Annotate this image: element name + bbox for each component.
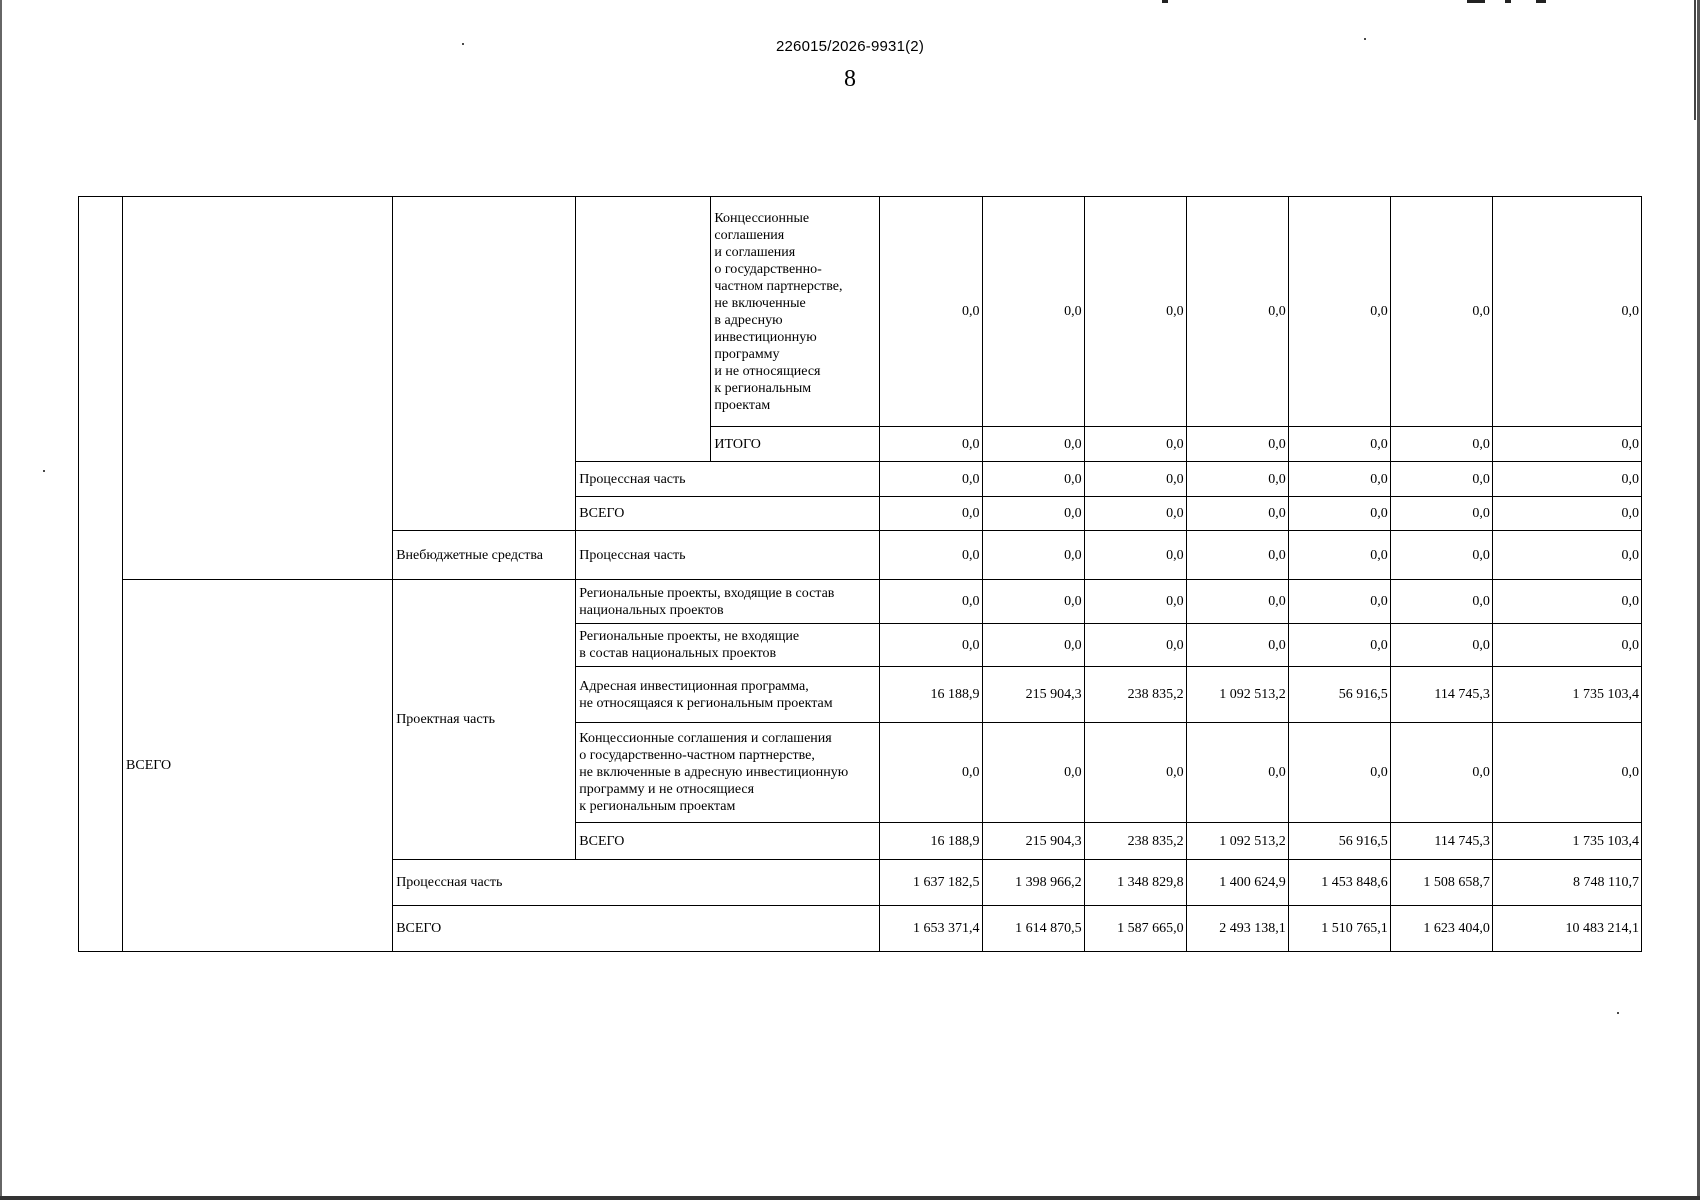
value-cell: 2 493 138,1 bbox=[1186, 906, 1288, 952]
value-cell: 1 400 624,9 bbox=[1186, 860, 1288, 906]
value-cell: 0,0 bbox=[1186, 462, 1288, 497]
row-label-concession-total: Концессионные соглашения и соглашения о государственно-частном партнерстве, не включенные в адресную инвестиционную программу и не относящиеся к региональным проектам bbox=[576, 723, 880, 823]
value-cell: 1 092 513,2 bbox=[1186, 823, 1288, 860]
row-label-total-block: ВСЕГО bbox=[123, 580, 393, 952]
value-cell: 1 453 848,6 bbox=[1288, 860, 1390, 906]
value-cell: 10 483 214,1 bbox=[1492, 906, 1641, 952]
value-cell: 0,0 bbox=[1186, 723, 1288, 823]
row-label-extrabudget-source: Внебюджетные средства bbox=[393, 531, 576, 580]
value-cell: 0,0 bbox=[982, 580, 1084, 624]
value-cell: 0,0 bbox=[1288, 580, 1390, 624]
row-label-grand-total: ВСЕГО bbox=[393, 906, 880, 952]
value-cell: 0,0 bbox=[880, 580, 982, 624]
empty-cell bbox=[393, 197, 576, 531]
value-cell: 215 904,3 bbox=[982, 823, 1084, 860]
row-label-process-part: Процессная часть bbox=[576, 531, 880, 580]
value-cell: 8 748 110,7 bbox=[1492, 860, 1641, 906]
value-cell: 0,0 bbox=[880, 723, 982, 823]
value-cell: 16 188,9 bbox=[880, 823, 982, 860]
row-label-address-program: Адресная инвестиционная программа, не относящаяся к региональным проектам bbox=[576, 667, 880, 723]
value-cell: 0,0 bbox=[1492, 197, 1641, 427]
value-cell: 1 735 103,4 bbox=[1492, 667, 1641, 723]
value-cell: 1 398 966,2 bbox=[982, 860, 1084, 906]
value-cell: 1 735 103,4 bbox=[1492, 823, 1641, 860]
scan-speck bbox=[1617, 1012, 1619, 1014]
value-cell: 0,0 bbox=[880, 497, 982, 531]
value-cell: 0,0 bbox=[1186, 427, 1288, 462]
scan-mark bbox=[1536, 0, 1546, 3]
value-cell: 0,0 bbox=[1288, 624, 1390, 667]
value-cell: 0,0 bbox=[1084, 531, 1186, 580]
value-cell: 0,0 bbox=[880, 427, 982, 462]
page-number: 8 bbox=[844, 66, 856, 92]
value-cell: 0,0 bbox=[1390, 624, 1492, 667]
value-cell: 0,0 bbox=[1084, 427, 1186, 462]
value-cell: 0,0 bbox=[1390, 580, 1492, 624]
value-cell: 0,0 bbox=[1390, 462, 1492, 497]
scan-edge-bottom bbox=[0, 1196, 1700, 1200]
value-cell: 56 916,5 bbox=[1288, 823, 1390, 860]
scan-mark bbox=[1467, 0, 1485, 3]
row-label-project-vsego: ВСЕГО bbox=[576, 823, 880, 860]
value-cell: 0,0 bbox=[1390, 197, 1492, 427]
value-cell: 0,0 bbox=[982, 624, 1084, 667]
value-cell: 0,0 bbox=[982, 197, 1084, 427]
scan-speck bbox=[43, 470, 45, 472]
value-cell: 0,0 bbox=[1492, 462, 1641, 497]
value-cell: 238 835,2 bbox=[1084, 667, 1186, 723]
value-cell: 0,0 bbox=[1390, 531, 1492, 580]
value-cell: 0,0 bbox=[880, 531, 982, 580]
empty-cell bbox=[79, 197, 123, 952]
value-cell: 0,0 bbox=[982, 427, 1084, 462]
document-number: 226015/2026-9931(2) bbox=[775, 38, 925, 55]
scan-mark bbox=[1505, 0, 1511, 3]
value-cell: 0,0 bbox=[1390, 497, 1492, 531]
row-label-process-part: Процессная часть bbox=[576, 462, 880, 497]
value-cell: 56 916,5 bbox=[1288, 667, 1390, 723]
value-cell: 238 835,2 bbox=[1084, 823, 1186, 860]
value-cell: 1 653 371,4 bbox=[880, 906, 982, 952]
table-row bbox=[79, 197, 1642, 427]
value-cell: 1 510 765,1 bbox=[1288, 906, 1390, 952]
value-cell: 0,0 bbox=[1492, 723, 1641, 823]
value-cell: 0,0 bbox=[1492, 580, 1641, 624]
table-row bbox=[79, 580, 1642, 624]
value-cell: 0,0 bbox=[1288, 197, 1390, 427]
value-cell: 0,0 bbox=[1084, 497, 1186, 531]
value-cell: 0,0 bbox=[1492, 531, 1641, 580]
value-cell: 16 188,9 bbox=[880, 667, 982, 723]
value-cell: 0,0 bbox=[880, 624, 982, 667]
row-label-regional-not-national: Региональные проекты, не входящие в состав национальных проектов bbox=[576, 624, 880, 667]
value-cell: 1 348 829,8 bbox=[1084, 860, 1186, 906]
row-label-regional-in-national: Региональные проекты, входящие в состав национальных проектов bbox=[576, 580, 880, 624]
value-cell: 1 623 404,0 bbox=[1390, 906, 1492, 952]
value-cell: 1 587 665,0 bbox=[1084, 906, 1186, 952]
value-cell: 0,0 bbox=[880, 462, 982, 497]
scan-mark bbox=[1162, 0, 1168, 3]
empty-cell bbox=[123, 197, 393, 580]
value-cell: 0,0 bbox=[1084, 462, 1186, 497]
value-cell: 114 745,3 bbox=[1390, 823, 1492, 860]
value-cell: 0,0 bbox=[1186, 197, 1288, 427]
scan-edge-left bbox=[0, 0, 2, 1200]
value-cell: 1 637 182,5 bbox=[880, 860, 982, 906]
value-cell: 0,0 bbox=[982, 497, 1084, 531]
value-cell: 0,0 bbox=[1084, 723, 1186, 823]
value-cell: 0,0 bbox=[1390, 723, 1492, 823]
row-label-project-part: Проектная часть bbox=[393, 580, 576, 860]
value-cell: 0,0 bbox=[982, 531, 1084, 580]
value-cell: 0,0 bbox=[1084, 624, 1186, 667]
row-label-concession: Концессионные соглашения и соглашения о государственно- частном партнерстве, не включенные в адресную инвестиционную программу и не относящиеся к региональным проектам bbox=[711, 197, 880, 427]
value-cell: 1 092 513,2 bbox=[1186, 667, 1288, 723]
value-cell: 0,0 bbox=[1492, 497, 1641, 531]
value-cell: 0,0 bbox=[1288, 723, 1390, 823]
value-cell: 0,0 bbox=[1186, 497, 1288, 531]
value-cell: 0,0 bbox=[1186, 531, 1288, 580]
value-cell: 1 508 658,7 bbox=[1390, 860, 1492, 906]
budget-table bbox=[78, 196, 1642, 952]
value-cell: 1 614 870,5 bbox=[982, 906, 1084, 952]
value-cell: 0,0 bbox=[880, 197, 982, 427]
value-cell: 0,0 bbox=[1084, 197, 1186, 427]
value-cell: 0,0 bbox=[1288, 497, 1390, 531]
value-cell: 114 745,3 bbox=[1390, 667, 1492, 723]
value-cell: 215 904,3 bbox=[982, 667, 1084, 723]
value-cell: 0,0 bbox=[982, 723, 1084, 823]
value-cell: 0,0 bbox=[1390, 427, 1492, 462]
value-cell: 0,0 bbox=[1288, 462, 1390, 497]
scan-mark bbox=[1694, 0, 1696, 120]
empty-cell bbox=[576, 197, 711, 462]
value-cell: 0,0 bbox=[982, 462, 1084, 497]
value-cell: 0,0 bbox=[1492, 427, 1641, 462]
row-label-itogo: ИТОГО bbox=[711, 427, 880, 462]
row-label-process-part-total: Процессная часть bbox=[393, 860, 880, 906]
value-cell: 0,0 bbox=[1186, 624, 1288, 667]
value-cell: 0,0 bbox=[1492, 624, 1641, 667]
value-cell: 0,0 bbox=[1288, 427, 1390, 462]
value-cell: 0,0 bbox=[1186, 580, 1288, 624]
row-label-vsego: ВСЕГО bbox=[576, 497, 880, 531]
value-cell: 0,0 bbox=[1084, 580, 1186, 624]
value-cell: 0,0 bbox=[1288, 531, 1390, 580]
